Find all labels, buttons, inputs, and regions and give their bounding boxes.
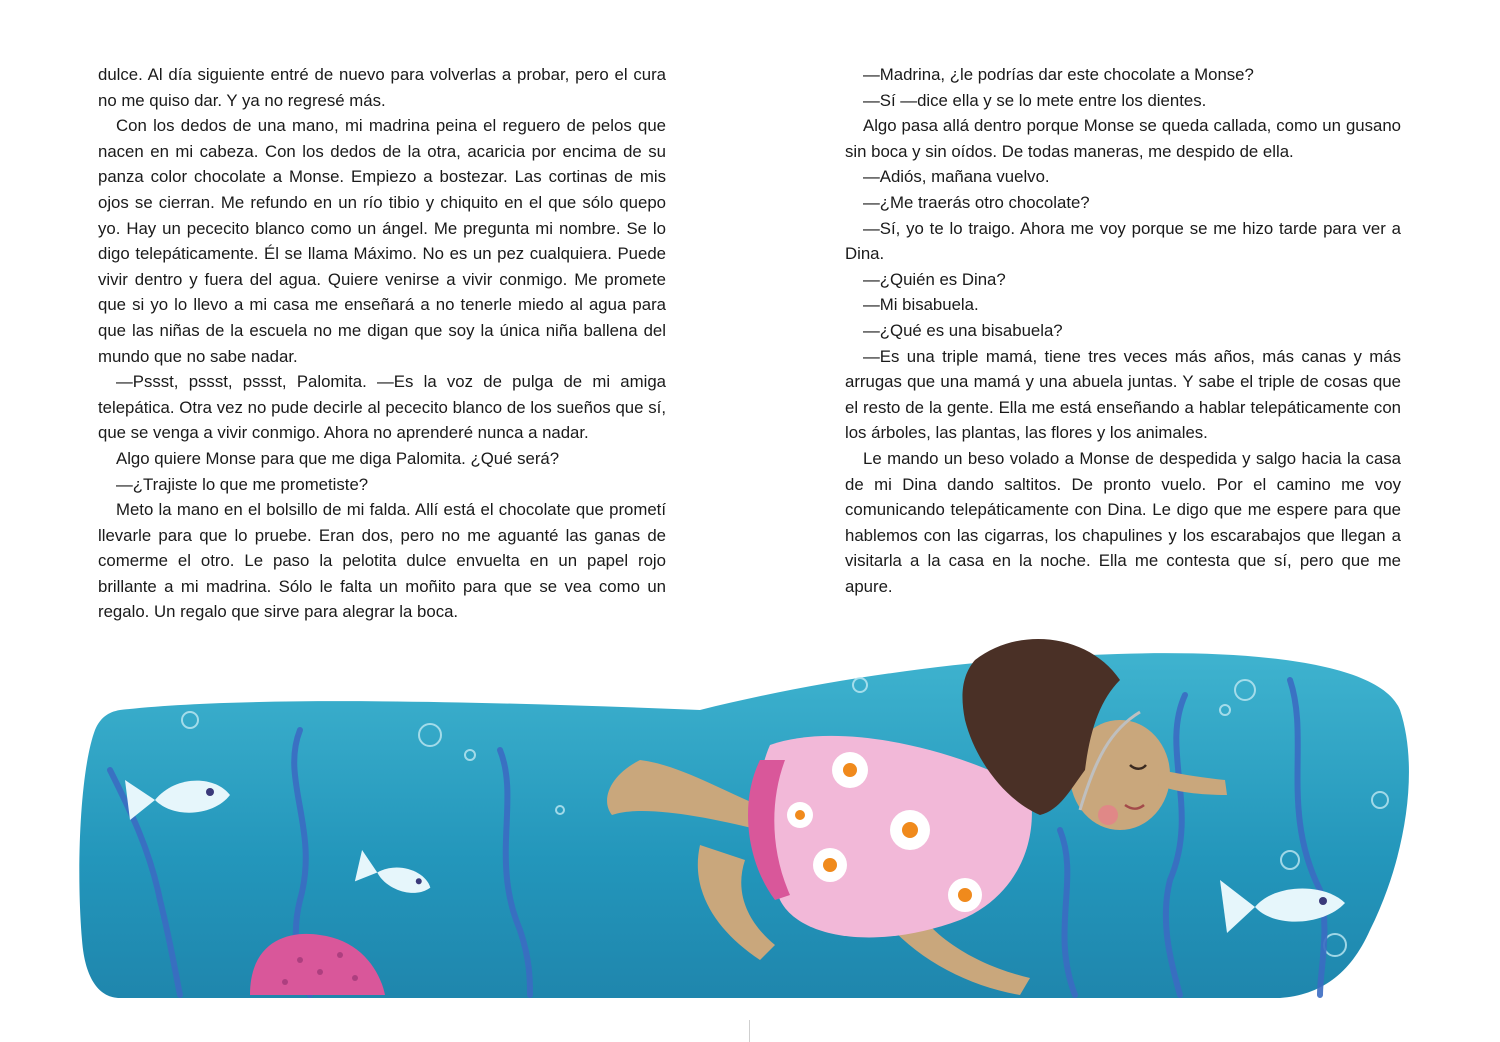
paragraph: —Es una triple mamá, tiene tres veces más años, más canas y más arrugas que una mamá y una abuela juntas. Y sabe el triple de cosas que el resto de la gente. Ella me está enseñando a hablar telepáticamente con los árboles, las plantas, las flores y los animales.	[845, 346, 1401, 443]
paragraph: —Pssst, pssst, pssst, Palomita. —Es la voz de pulga de mi amiga telepática. Otra vez no pude decirle al pececito blanco de los sueños que sí, que se venga a vivir conmigo. Ahora no aprenderé nunca a nadar.	[98, 372, 666, 443]
paragraph: —¿Me traerás otro chocolate?	[863, 192, 1090, 212]
paragraph: dulce. Al día siguiente entré de nuevo para volverlas a probar, pero el cura no me quiso dar. Y ya no regresé más.	[98, 65, 666, 110]
underwater-illustration	[0, 600, 1500, 1020]
paragraph: Con los dedos de una mano, mi madrina peina el reguero de pelos que nacen en mi cabeza. Con los dedos de la otra, acaricia por encima de su panza color chocolate a Monse. Empiezo a bostezar. Las cortinas de mis ojos se cierran. Me refundo en un río tibio y chiquito en el que sólo quepo yo. Hay un pececito blanco como un ángel. Me pregunta mi nombre. Se lo digo telepáticamente. Él se llama Máximo. No es un pez cualquiera. Puede vivir dentro y fuera del agua. Quiere venirse a vivir conmigo. Me promete que si yo lo llevo a mi casa me enseñará a no tenerle miedo al agua para que las niñas de la escuela no me digan que soy la única niña ballena del mundo que no sabe nadar.	[98, 116, 666, 366]
left-page-text	[98, 62, 666, 625]
paragraph: —Mi bisabuela.	[863, 295, 979, 315]
paragraph: —Sí —dice ella y se lo mete entre los dientes.	[863, 90, 1207, 110]
right-page-text	[845, 62, 1401, 599]
paragraph: Le mando un beso volado a Monse de despedida y salgo hacia la casa de mi Dina dando saltitos. De pronto vuelo. Por el camino me voy comunicando telepáticamente con Dina. Le digo que me espere para que hablemos con las cigarras, los chapulines y los escarabajos que llegan a visitarla a la casa en la noche. Ella me contesta que sí, pero que me apure.	[845, 448, 1401, 596]
page-fold	[749, 1020, 750, 1042]
paragraph: Algo quiere Monse para que me diga Palomita. ¿Qué será?	[116, 448, 560, 468]
paragraph: Meto la mano en el bolsillo de mi falda. Allí está el chocolate que prometí llevarle para que lo pruebe. Eran dos, pero no me aguanté las ganas de comerme el otro. Le paso la pelotita dulce envuelta en un papel rojo brillante a mi madrina. Sólo le falta un moñito para que se vea como un regalo. Un regalo que sirve para alegrar la boca.	[98, 500, 666, 622]
paragraph: —¿Quién es Dina?	[863, 269, 1006, 289]
paragraph: —Adiós, mañana vuelvo.	[863, 167, 1050, 187]
paragraph: —¿Trajiste lo que me prometiste?	[116, 474, 369, 494]
paragraph: —¿Qué es una bisabuela?	[863, 320, 1063, 340]
paragraph: —Madrina, ¿le podrías dar este chocolate a Monse?	[863, 65, 1254, 84]
paragraph: —Sí, yo te lo traigo. Ahora me voy porque se me hizo tarde para ver a Dina.	[845, 218, 1401, 264]
paragraph: Algo pasa allá dentro porque Monse se queda callada, como un gusano sin boca y sin oídos. De todas maneras, me despido de ella.	[845, 116, 1401, 161]
